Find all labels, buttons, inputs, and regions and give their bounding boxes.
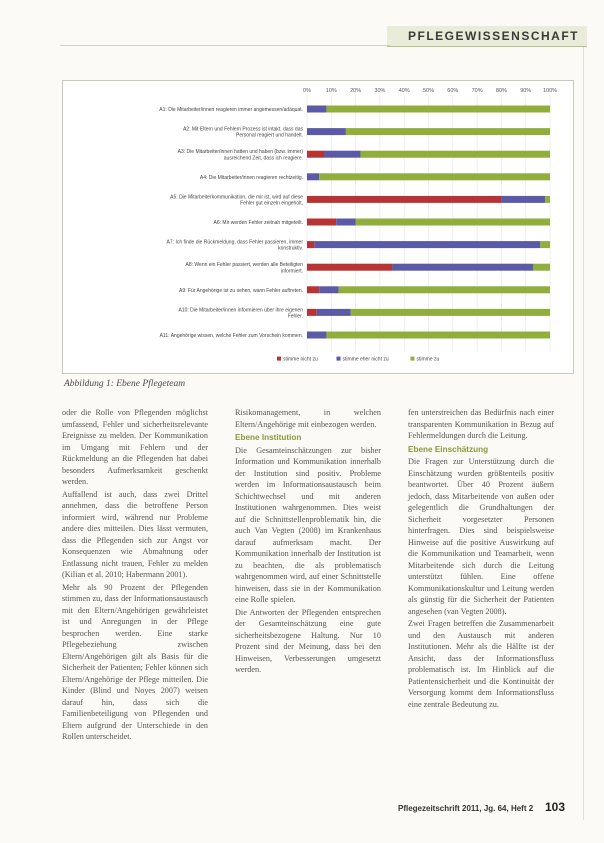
- paragraph: Die Gesamteinschätzungen zur bisher Information und Kommunikation innerhalb der Institution sind positiv. Probleme werden im Informationsaustausch beim Schichtwechsel und mit anderen Institutionen wahrgenommen. Dies weist auf die Schnittstellenproblematik hin, die auch Van Vegten (2008) im Krankenhaus darauf aufmerksam macht. Der Kommunikation innerhalb der Institution ist zu beachten, die als problematisch wahrgenommen wird, auf einer Schnittstelle hinweisen, dass sie in der Kommunikation eine Rolle spielen.: [235, 445, 381, 604]
- bar-segment: [307, 332, 326, 339]
- bar-segment: [501, 196, 545, 203]
- category-label: A5: Die Mitarbeiterkommunikation, die mir ist, wird auf diese: [170, 194, 303, 201]
- section-title: PFLEGEWISSENSCHAFT: [407, 29, 579, 43]
- category-label: A9: Für Angehörige ist zu sehen, wann Fehler auftreten.: [179, 287, 303, 294]
- category-label: A2: Mit Eltern und Fehlern Prozess ist intakt, dass das: [182, 126, 303, 133]
- bar-segment: [392, 264, 533, 271]
- bar-segment: [307, 196, 501, 203]
- category-label: A7: Ich finde die Rückmeldung, dass Fehler passieren, immer: [166, 239, 303, 246]
- paragraph: oder die Rolle von Pflegenden möglichst umfassend, Fehler und sicherheitsrelevante Ereignisse zu melden. Der Kommunikation im Umgang mit Fehlern und der Rückmeldung an die Pflegenden hat dabei besonders Aufmerksamkeit geschenkt werden.: [62, 408, 208, 486]
- bar-segment: [346, 128, 550, 135]
- category-label: A6: Mir werden Fehler zeitnah mitgeteilt.: [213, 220, 303, 226]
- paragraph: Die Fragen zur Unterstützung durch die Einschätzung wurden größtenteils positiv beantwortet. Über 40 Prozent äußern jedoch, dass Mitarbeitende von außen oder gelegentlich die Grundhaltungen der Sicherheit vorgesetzter Personen hinterfragen. Dies sind beispielsweise Hinweise auf die positive Auswirkung auf die Kommunikation und Teamarbeit, wenn Mitarbeitende sich durch die Leitung unterstützt fühlen. Eine offene Kommunikationskultur und Leitung werden als günstig für die Sicherheit der Patienten angesehen (van Vegten 2008).: [408, 457, 554, 616]
- category-label: Fehler gut einzeln eingeholt.: [240, 200, 303, 207]
- paragraph: fen unterstreichen das Bedürfnis nach einer transparenten Kommunikation in Bezug auf Fehlermeldungen durch die Leitung.: [408, 408, 554, 440]
- text-column-3: [408, 407, 554, 711]
- bar-segment: [533, 264, 550, 271]
- page-edge-line: [583, 30, 584, 820]
- text-column-2: [235, 407, 381, 677]
- x-tick-label: 60%: [447, 88, 459, 94]
- legend-label: stimme nicht zu: [283, 356, 318, 363]
- bar-segment: [307, 219, 336, 226]
- bar-segment: [324, 151, 360, 158]
- category-label: Personal reagiert und handelt.: [236, 132, 303, 139]
- paragraph: Auffallend ist auch, dass zwei Drittel annehmen, dass die betroffene Person informiert wird, während nur Probleme andere dies mitteilen. Dies lässt vermuten, dass die Pflegenden sich zur Angst vor Konsequenzen wie Abmahnung oder Entlassung nicht trauen, Fehler zu melden (Kilian et al. 2010; Habermann 2001).: [62, 489, 208, 579]
- category-label: A1: Die Mitarbeiter/innen reagieren immer angemessen/adäquat.: [159, 107, 303, 113]
- subheading: Ebene Einschätzung: [408, 444, 489, 454]
- bar-segment: [314, 241, 540, 248]
- category-label: A8: Wenn ein Fehler passiert, werden alle Beteiligten: [185, 262, 303, 269]
- category-label: konstruktiv.: [278, 245, 303, 252]
- x-tick-label: 100%: [542, 88, 558, 94]
- category-label: A4: Die Mitarbeiter/innen reagieren rechtzeitig.: [199, 174, 303, 181]
- bar-segment: [319, 173, 550, 180]
- paragraph: Die Antworten der Pflegenden entsprechen der Gesamteinschätzung eine gute sicherheitsbezogene Haltung. Nur 10 Prozent sind der Meinung, dass bei den Hinweisen, Verbesserungen umgesetzt werden.: [235, 607, 381, 674]
- category-label: A11: Angehörige wissen, welche Fehler zum Vorschein kommen.: [159, 333, 303, 339]
- x-tick-label: 50%: [422, 88, 435, 94]
- category-label: A10: Die Mitarbeiter/innen informieren über ihre eigenen: [178, 307, 303, 314]
- legend-swatch: [337, 357, 341, 361]
- x-tick-label: 90%: [520, 88, 532, 94]
- bar-segment: [307, 241, 314, 248]
- legend-swatch: [277, 357, 281, 361]
- x-tick-label: 20%: [350, 88, 362, 94]
- bar-segment: [307, 173, 319, 180]
- figure-caption: Abbildung 1: Ebene Pflegeteam: [64, 379, 186, 389]
- x-tick-label: 40%: [398, 88, 410, 94]
- bar-segment: [356, 219, 550, 226]
- x-tick-label: 70%: [471, 88, 483, 94]
- bar-segment: [307, 106, 326, 113]
- x-tick-label: 0%: [303, 88, 311, 94]
- legend-swatch: [411, 357, 415, 361]
- text-column-1: [62, 407, 208, 744]
- bar-segment: [307, 128, 346, 135]
- paragraph: Zwei Fragen betreffen die Zusammenarbeit und den Austausch mit anderen Institutionen. Mehr als die Hälfte ist der Ansicht, dass der Informationsfluss problematisch ist. Im Hinblick auf die Patientensicherheit und die Kontinuität der Versorgung kommt dem Informationsfluss eine zentrale Bedeutung zu.: [408, 619, 554, 709]
- bar-segment: [307, 286, 319, 293]
- bar-segment: [360, 151, 550, 158]
- x-tick-label: 80%: [495, 88, 507, 94]
- category-label: Fehler.: [287, 313, 303, 320]
- figure-chart: [62, 80, 574, 374]
- header-rule: [60, 45, 390, 46]
- page-number: 103: [545, 800, 566, 814]
- bar-segment: [307, 309, 317, 316]
- bar-segment: [339, 286, 550, 293]
- legend-label: stimme zu: [416, 356, 440, 363]
- x-tick-label: 30%: [374, 88, 386, 94]
- category-label: A3: Die Mitarbeiter/innen hatten und haben (bzw. immer): [177, 149, 303, 156]
- bar-segment: [326, 332, 550, 339]
- subheading: Ebene Institution: [235, 433, 302, 442]
- category-label: ausreichend Zeit, dass ich reagiere.: [223, 155, 303, 162]
- category-label: informiert.: [280, 268, 303, 275]
- stacked-bar-chart: [63, 81, 573, 373]
- legend-label: stimme eher nicht zu: [342, 356, 389, 363]
- bar-segment: [545, 196, 550, 203]
- bar-segment: [307, 151, 324, 158]
- paragraph: Risikomanagement, in welchen Eltern/Angehörige mit einbezogen werden.: [235, 408, 381, 429]
- bar-segment: [317, 309, 351, 316]
- bar-segment: [319, 286, 338, 293]
- paragraph: Mehr als 90 Prozent der Pflegenden stimmen zu, dass der Informationsaustausch mit den Eltern/Angehörigen gewährleistet ist und Anregungen in der Pflege besprochen werden. Eine starke Pflegebeziehung zwischen Eltern/Angehörigen gilt als Basis für die Sicherheit der Patienten; Fehler können sich Eltern/Angehörige der Pflege mitteilen. Die Kinder (Blind und Noyes 2007) weisen darauf hin, dass sich die Familienbeteiligung von Pflegenden und Eltern aufgrund der Unterschiede in den Rollen unterscheidet.: [62, 582, 208, 741]
- bar-segment: [326, 106, 550, 113]
- x-tick-label: 10%: [325, 88, 337, 94]
- journal-footer: Pflegezeitschrift 2011, Jg. 64, Heft 2: [398, 804, 534, 813]
- section-header: [387, 26, 587, 47]
- bar-segment: [351, 309, 550, 316]
- bar-segment: [307, 264, 392, 271]
- bar-segment: [540, 241, 550, 248]
- bar-segment: [336, 219, 355, 226]
